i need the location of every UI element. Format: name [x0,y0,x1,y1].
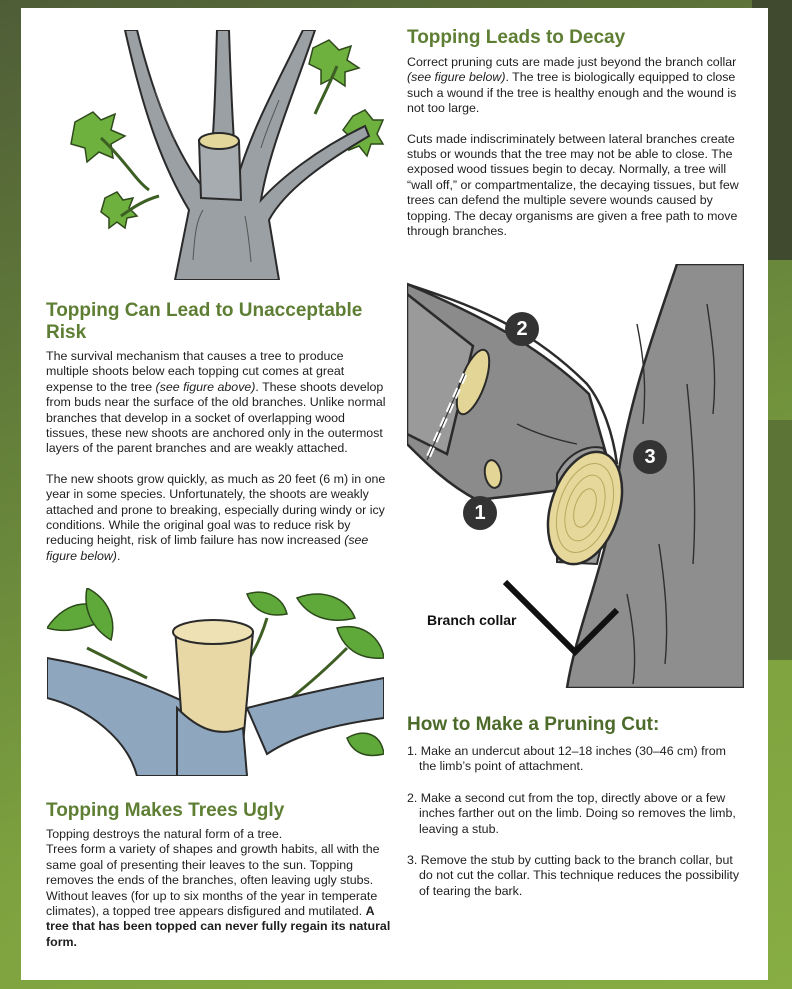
decay-paragraph-2: Cuts made indiscriminately between lateral branches create stubs or wounds that the tree may not be able to close. The exposed wood tissues begin to decay. Normally, a tree will “wall off,” or compartmentalize, the decaying tissues, but few trees can defend the multiple severe wounds caused by topping. The decay organisms are given a free path to move through branches. [407,131,739,239]
step-marker-1: 1 [463,496,497,530]
figure-reference: (see figure above) [155,379,256,394]
text-run: Correct pruning cuts are made just beyond the branch collar [407,55,737,69]
ugly-paragraph-2 [46,842,391,950]
step-marker-2: 2 [505,312,539,346]
text-run: . The tree is biologically equipped to close such a wound if the tree is healthy enough and the wound is not too large. [407,70,737,116]
weak-shoots-illustration [47,588,384,776]
figure-reference: (see figure below) [46,533,369,563]
decay-section [407,27,747,239]
document-page [21,8,768,980]
ugly-section [46,800,391,950]
figure-reference: (see figure below) [407,70,506,85]
topped-tree-illustration [65,30,387,280]
text-run: . [116,548,121,563]
howto-heading: How to Make a Pruning Cut: [407,714,660,735]
text-run: . These shoots develop from buds near the surface of the old branches. Unlike normal branches that develop in a socket of overlapping wood tissues, these new shoots are anchored only in the outermost layers of the parent branches and are weakly attached. [46,379,386,456]
branch-collar-label: Branch collar [427,612,517,628]
risk-paragraph-1 [46,349,386,457]
howto-step-3: 3. Remove the stub by cutting back to the branch collar, but do not cut the collar. This technique reduces the possibility of tearing the bark. [407,853,740,898]
text-run: The survival mechanism that causes a tree to produce multiple shoots below each topping cut comes at great expense to the tree [46,349,345,394]
howto-steps [407,744,742,899]
decay-paragraph-1 [407,55,747,117]
bold-statement: A tree that has been topped can never fully regain its natural form. [46,904,391,949]
text-run: The new shoots grow quickly, as much as 20 feet (6 m) in one year in some species. Unfortunately, the shoots are weakly attached and prone to breaking, especially during windy or icy conditions. While the original goal was to reduce risk by reducing height, risk of limb failure has now increased [46,471,386,548]
ugly-heading: Topping Makes Trees Ugly [46,800,285,821]
text-run: Trees form a variety of shapes and growth habits, all with the same goal of presenting their leaves to the sun. Topping removes the ends of the branches, often leaving ugly stubs. Without leaves (for up to six months of the year in temperate climates), a topped tree appears disfigured and mutilated. [46,842,380,919]
ugly-paragraph-1: Topping destroys the natural form of a tree. [46,827,283,841]
risk-paragraph-2 [46,472,386,564]
decay-heading: Topping Leads to Decay [407,27,626,48]
risk-section [46,300,386,564]
howto-step-2: 2. Make a second cut from the top, directly above or a few inches farther out on the limb. Doing so removes the limb, leaving a stub. [407,790,736,836]
howto-step-1: 1. Make an undercut about 12–18 inches (30–46 cm) from the limb’s point of attachment. [407,744,726,774]
howto-section [407,714,742,915]
risk-heading: Topping Can Lead to Unacceptable Risk [46,300,363,343]
step-marker-3: 3 [633,440,667,474]
